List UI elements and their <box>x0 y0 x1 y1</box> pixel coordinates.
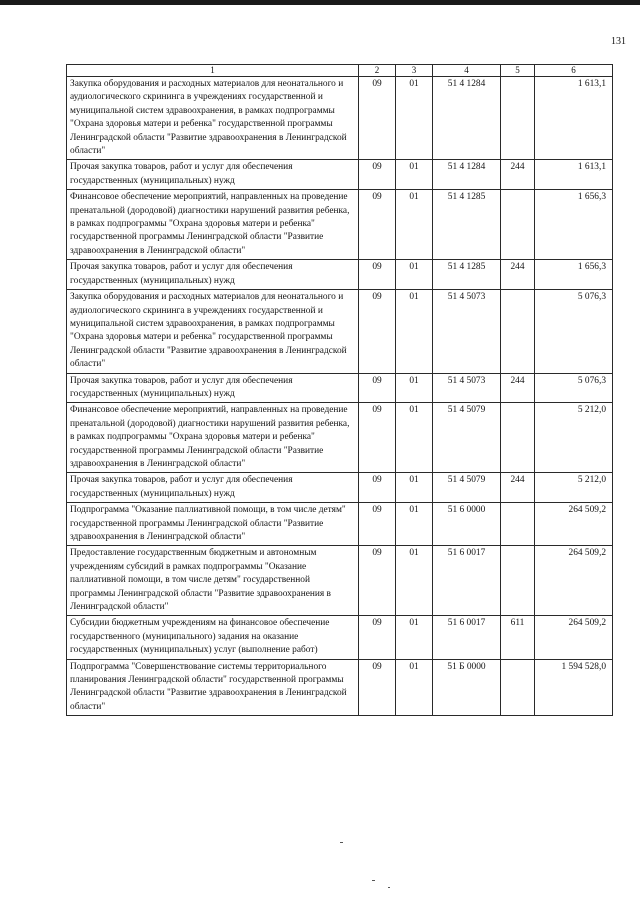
scan-speck <box>372 880 375 881</box>
table-header-row <box>67 65 613 77</box>
cell-target-code: 51 4 5079 <box>433 473 501 503</box>
cell-subsection: 01 <box>396 77 433 160</box>
cell-section: 09 <box>359 373 396 403</box>
cell-description: Прочая закупка товаров, работ и услуг для обеспечения государственных (муниципальных) нужд <box>67 260 359 290</box>
cell-section: 09 <box>359 290 396 373</box>
cell-target-code: 51 Б 0000 <box>433 659 501 716</box>
header-cell-2: 2 <box>359 65 396 77</box>
cell-section: 09 <box>359 473 396 503</box>
table-row <box>67 373 613 403</box>
cell-expense-type <box>501 503 535 546</box>
cell-subsection: 01 <box>396 373 433 403</box>
scan-top-edge <box>0 0 640 5</box>
cell-expense-type <box>501 290 535 373</box>
cell-target-code: 51 4 5079 <box>433 403 501 473</box>
cell-amount: 264 509,2 <box>535 616 613 659</box>
cell-amount: 5 212,0 <box>535 403 613 473</box>
table-row <box>67 546 613 616</box>
table-row <box>67 503 613 546</box>
cell-section: 09 <box>359 77 396 160</box>
cell-amount: 5 212,0 <box>535 473 613 503</box>
cell-subsection: 01 <box>396 546 433 616</box>
cell-target-code: 51 4 5073 <box>433 290 501 373</box>
cell-section: 09 <box>359 190 396 260</box>
cell-amount: 1 594 528,0 <box>535 659 613 716</box>
cell-subsection: 01 <box>396 473 433 503</box>
cell-expense-type: 244 <box>501 260 535 290</box>
header-cell-4: 4 <box>433 65 501 77</box>
cell-target-code: 51 6 0017 <box>433 546 501 616</box>
cell-description: Финансовое обеспечение мероприятий, направленных на проведение пренатальной (дородовой) диагностики нарушений развития ребенка, в рамках подпрограммы "Охрана здоровья матери и ребенка" государственной программы Ленинградской области "Развитие здравоохранения в Ленинградской области" <box>67 403 359 473</box>
cell-section: 09 <box>359 659 396 716</box>
cell-description: Предоставление государственным бюджетным и автономным учреждениям субсидий в рамках подпрограммы "Оказание паллиативной помощи, в том числе детям" государственной программы Ленинградской области "Развитие здравоохранения в Ленинградской области" <box>67 546 359 616</box>
cell-section: 09 <box>359 503 396 546</box>
table-row <box>67 160 613 190</box>
table-row <box>67 190 613 260</box>
cell-subsection: 01 <box>396 190 433 260</box>
cell-description: Прочая закупка товаров, работ и услуг для обеспечения государственных (муниципальных) нужд <box>67 160 359 190</box>
cell-subsection: 01 <box>396 659 433 716</box>
budget-table-body <box>67 65 613 716</box>
cell-amount: 1 613,1 <box>535 160 613 190</box>
cell-expense-type <box>501 190 535 260</box>
cell-subsection: 01 <box>396 260 433 290</box>
cell-expense-type: 244 <box>501 473 535 503</box>
budget-table-wrapper <box>66 64 613 716</box>
cell-description: Субсидии бюджетным учреждениям на финансовое обеспечение государственного (муниципального) задания на оказание государственных (муниципальных) услуг (выполнение работ) <box>67 616 359 659</box>
cell-description: Финансовое обеспечение мероприятий, направленных на проведение пренатальной (дородовой) диагностики нарушений развития ребенка, в рамках подпрограммы "Охрана здоровья матери и ребенка" государственной программы Ленинградской области "Развитие здравоохранения в Ленинградской области" <box>67 190 359 260</box>
header-cell-5: 5 <box>501 65 535 77</box>
cell-expense-type: 611 <box>501 616 535 659</box>
scan-speck <box>340 842 343 843</box>
cell-section: 09 <box>359 616 396 659</box>
cell-target-code: 51 6 0017 <box>433 616 501 659</box>
cell-description: Подпрограмма "Совершенствование системы территориального планирования Ленинградской области" государственной программы Ленинградской области "Развитие здравоохранения в Ленинградской области" <box>67 659 359 716</box>
scan-speck <box>388 887 390 888</box>
cell-description: Закупка оборудования и расходных материалов для неонатального и аудиологического скрининга в учреждениях государственной и муниципальной систем здравоохранения, в рамках подпрограммы "Охрана здоровья матери и ребенка" государственной программы Ленинградской области "Развитие здравоохранения в Ленинградской области" <box>67 77 359 160</box>
table-row <box>67 290 613 373</box>
cell-subsection: 01 <box>396 503 433 546</box>
table-row <box>67 473 613 503</box>
budget-table <box>66 64 613 716</box>
cell-target-code: 51 6 0000 <box>433 503 501 546</box>
cell-target-code: 51 4 1285 <box>433 260 501 290</box>
header-cell-3: 3 <box>396 65 433 77</box>
cell-amount: 5 076,3 <box>535 290 613 373</box>
table-row <box>67 260 613 290</box>
cell-section: 09 <box>359 546 396 616</box>
cell-amount: 1 656,3 <box>535 260 613 290</box>
cell-description: Подпрограмма "Оказание паллиативной помощи, в том числе детям" государственной программы Ленинградской области "Развитие здравоохранения в Ленинградской области" <box>67 503 359 546</box>
cell-target-code: 51 4 5073 <box>433 373 501 403</box>
cell-description: Прочая закупка товаров, работ и услуг для обеспечения государственных (муниципальных) нужд <box>67 373 359 403</box>
cell-amount: 1 656,3 <box>535 190 613 260</box>
cell-expense-type: 244 <box>501 160 535 190</box>
cell-subsection: 01 <box>396 403 433 473</box>
cell-amount: 264 509,2 <box>535 503 613 546</box>
cell-amount: 1 613,1 <box>535 77 613 160</box>
cell-subsection: 01 <box>396 160 433 190</box>
cell-amount: 5 076,3 <box>535 373 613 403</box>
cell-expense-type: 244 <box>501 373 535 403</box>
cell-description: Закупка оборудования и расходных материалов для неонатального и аудиологического скрининга в учреждениях государственной и муниципальной систем здравоохранения, в рамках подпрограммы "Охрана здоровья матери и ребенка" государственной программы Ленинградской области "Развитие здравоохранения в Ленинградской области" <box>67 290 359 373</box>
page-number: 131 <box>611 36 626 47</box>
cell-section: 09 <box>359 403 396 473</box>
header-cell-1: 1 <box>67 65 359 77</box>
cell-amount: 264 509,2 <box>535 546 613 616</box>
cell-subsection: 01 <box>396 290 433 373</box>
cell-description: Прочая закупка товаров, работ и услуг для обеспечения государственных (муниципальных) нужд <box>67 473 359 503</box>
cell-expense-type <box>501 659 535 716</box>
cell-subsection: 01 <box>396 616 433 659</box>
cell-expense-type <box>501 77 535 160</box>
header-cell-6: 6 <box>535 65 613 77</box>
cell-expense-type <box>501 546 535 616</box>
cell-section: 09 <box>359 260 396 290</box>
cell-target-code: 51 4 1285 <box>433 190 501 260</box>
table-row <box>67 659 613 716</box>
cell-target-code: 51 4 1284 <box>433 77 501 160</box>
cell-section: 09 <box>359 160 396 190</box>
cell-expense-type <box>501 403 535 473</box>
table-row <box>67 77 613 160</box>
table-row <box>67 403 613 473</box>
cell-target-code: 51 4 1284 <box>433 160 501 190</box>
table-row <box>67 616 613 659</box>
